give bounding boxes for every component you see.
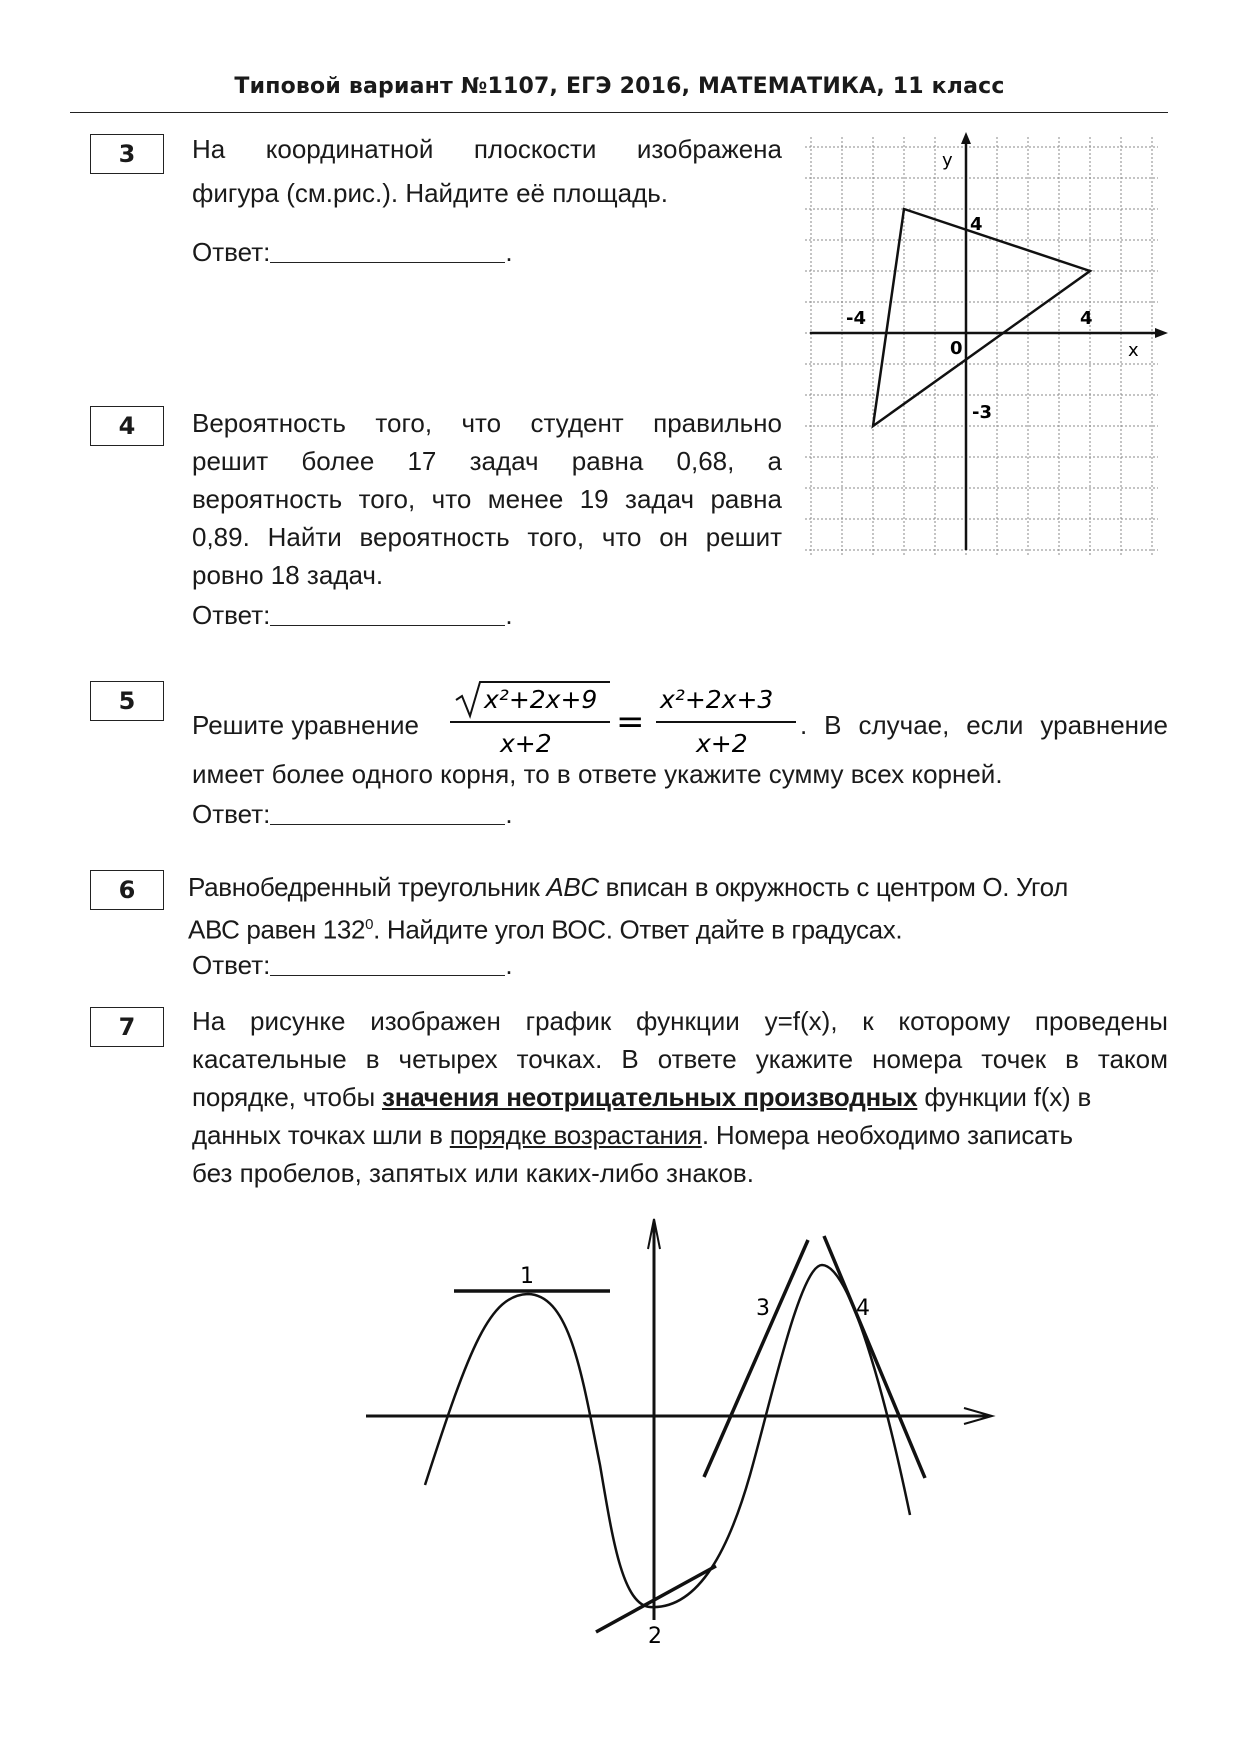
task-7-line-4: данных точках шли в порядке возрастания. Номера необходимо записать [192, 1120, 1073, 1150]
task-3-answer: Ответ: . [192, 233, 513, 271]
task-5-line-2: имеет более одного корня, то в ответе укажите сумму всех корней. [192, 759, 1003, 789]
answer-label: Ответ: [192, 950, 271, 980]
task-3-coordinate-plane [790, 130, 1170, 570]
triangle-figure [873, 209, 1090, 426]
function-curve [425, 1265, 910, 1607]
header-rule [70, 112, 1168, 113]
tick-x-pos-4: 4 [1080, 308, 1093, 329]
degree-superscript: 0 [365, 916, 374, 933]
answer-blank[interactable] [270, 947, 505, 976]
task-7-function-graph [360, 1215, 1000, 1655]
rhs-numerator: x²+2x+3 [660, 685, 774, 714]
task-4-line-2: решит более 17 задач равна 0,68, а [192, 446, 782, 476]
task-3-number: 3 [90, 134, 164, 174]
point-label-1: 1 [520, 1264, 534, 1289]
page-header: Типовой вариант №1107, ЕГЭ 2016, МАТЕМАТИКА, 11 класс [234, 74, 1005, 99]
task-3-line-2: фигура (см.рис.). Найдите её площадь. [192, 178, 669, 208]
equals-sign: = [616, 702, 645, 742]
tangent-4 [824, 1236, 925, 1478]
task-5-equation [448, 678, 800, 758]
task-4-number: 4 [90, 406, 164, 446]
emphasis-bold-underlined: значения неотрицательных производных [381, 1082, 918, 1112]
grid-lines [805, 137, 1158, 556]
answer-blank[interactable] [270, 597, 505, 626]
task-6-line-1: Равнобедренный треугольник ABC вписан в окружность с центром О. Угол [188, 872, 1068, 902]
task-4-answer: Ответ: . [192, 596, 513, 634]
lhs-denominator: x+2 [500, 729, 552, 758]
task-7-line-3: порядке, чтобы значения неотрицательных производных функции f(x) в [192, 1082, 1092, 1112]
tick-y-neg-3: -3 [972, 402, 992, 423]
point-label-2: 2 [648, 1624, 662, 1649]
origin-label: 0 [950, 338, 963, 359]
answer-label: Ответ: [192, 799, 271, 829]
answer-blank[interactable] [270, 234, 505, 263]
tangent-2 [596, 1566, 716, 1632]
task-7-number: 7 [90, 1007, 164, 1047]
tangent-3 [704, 1240, 808, 1477]
task-4-line-4: 0,89. Найти вероятность того, что он решит [192, 522, 782, 552]
y-axis-label: y [942, 150, 953, 171]
answer-label: Ответ: [192, 600, 271, 630]
answer-label: Ответ: [192, 237, 271, 267]
point-label-3: 3 [756, 1296, 770, 1321]
emphasis-underlined: порядке возрастания [449, 1120, 702, 1150]
task-6-answer: Ответ: . [192, 946, 513, 984]
task-7-line-1: На рисунке изображен график функции y=f(x), к которому проведены [192, 1006, 1168, 1036]
tick-x-neg-4: -4 [846, 308, 866, 329]
task-4-line-5: ровно 18 задач. [192, 560, 384, 590]
task-7-line-5: без пробелов, запятых или каких-либо знаков. [192, 1158, 754, 1188]
task-5-answer: Ответ: . [192, 795, 513, 833]
y-axis-arrow-icon [961, 132, 971, 144]
task-4-line-3: вероятность того, что менее 19 задач равна [192, 484, 782, 514]
task-7-line-2: касательные в четырех точках. В ответе укажите номера точек в таком [192, 1044, 1168, 1074]
rhs-denominator: x+2 [696, 729, 748, 758]
task-6-line-2: АВС равен $132^0$. Найдите угол ВОС. Ответ дайте в градусах. [188, 914, 903, 945]
task-5-prefix: Решите уравнение [192, 710, 419, 740]
point-label-4: 4 [856, 1296, 870, 1321]
tick-y-pos-4: 4 [970, 214, 983, 235]
x-axis-label: x [1128, 340, 1139, 361]
task-6-number: 6 [90, 870, 164, 910]
triangle-name: ABC [546, 872, 599, 902]
x-axis-arrow-icon [1155, 328, 1168, 338]
axes [810, 132, 1168, 550]
task-5-suffix: . В случае, если уравнение [800, 710, 1168, 740]
task-4-line-1: Вероятность того, что студент правильно [192, 408, 782, 438]
answer-blank[interactable] [270, 796, 505, 825]
task-5-number: 5 [90, 681, 164, 721]
lhs-numerator: x²+2x+9 [484, 685, 598, 714]
task-3-line-1: На координатной плоскости изображена [192, 134, 782, 164]
